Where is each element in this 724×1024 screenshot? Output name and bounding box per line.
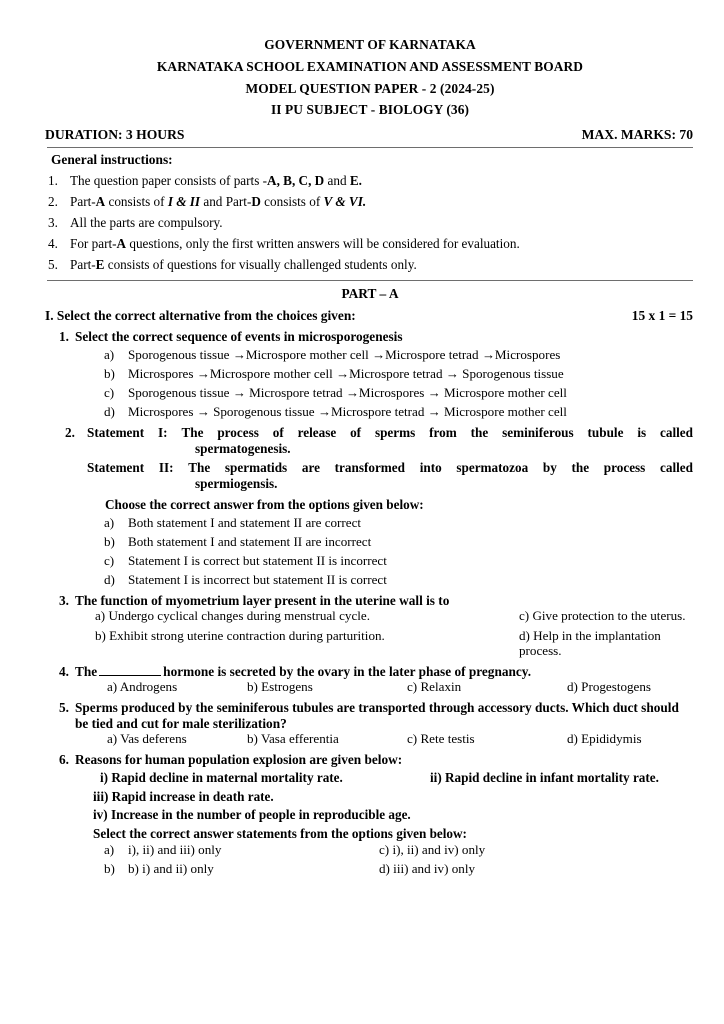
option-d[interactable]: d) Epididymis <box>567 731 642 747</box>
option-b[interactable]: b) Vasa efferentia <box>247 731 339 747</box>
instruction-item <box>47 194 693 210</box>
option-a[interactable] <box>47 347 693 362</box>
question-1-number: 1. <box>59 328 69 344</box>
statement-1-label: Statement I: <box>87 424 168 440</box>
statement-1-text: The process of release of sperms from the seminiferous tubule is called <box>181 424 693 440</box>
option-d-text: Microspores → Sporogenous tissue →Microspore tetrad → Microspore mother cell <box>128 404 567 420</box>
instruction-number: 2. <box>48 194 58 210</box>
heading-subject: II PU SUBJECT - BIOLOGY (36) <box>270 102 470 118</box>
question-6-select-label: Select the correct answer statements from the options given below: <box>93 826 467 842</box>
question-3-head <box>47 593 693 609</box>
question-6 <box>47 752 693 877</box>
question-3-options-row-2 <box>47 628 693 659</box>
instruction-number: 3. <box>48 215 58 231</box>
instruction-text-pre: The question paper consists of parts - <box>70 173 268 189</box>
option-b-label: b) <box>104 861 115 877</box>
question-4-text <box>75 664 693 680</box>
option-c-text: Statement I is correct but statement II is incorrect <box>128 553 387 569</box>
section-i-row <box>45 308 693 324</box>
instruction-text-mid: and <box>324 173 350 189</box>
question-4-text-post: hormone is secreted by the ovary in the later phase of pregnancy. <box>163 663 532 679</box>
question-2-statements <box>47 425 693 492</box>
page-content <box>47 0 693 881</box>
general-instructions-title: General instructions: <box>51 152 173 168</box>
question-5-text-line-2: duct should be tied and cut for male sterilization? <box>75 699 679 731</box>
question-5-number: 5. <box>59 699 69 715</box>
option-b-text: b) i) and ii) only <box>128 861 214 877</box>
option-d[interactable]: d) iii) and iv) only <box>379 861 476 877</box>
heading-board: KARNATAKA SCHOOL EXAMINATION AND ASSESSMENT BOARD <box>156 58 584 74</box>
general-instructions-list <box>47 173 693 273</box>
instruction-text: Part-E consists of questions for visually challenged students only. <box>70 257 417 273</box>
option-b-text: Both statement I and statement II are incorrect <box>128 534 372 550</box>
option-d-label: d) <box>104 572 115 588</box>
question-2-statement-2-row <box>47 460 693 476</box>
option-a[interactable] <box>104 842 379 857</box>
question-1-text: Select the correct sequence of events in microsporogenesis <box>75 328 403 344</box>
instruction-item <box>47 236 693 252</box>
statement-2-continuation: spermiogensis. <box>195 476 278 492</box>
question-3 <box>47 593 693 659</box>
option-a-text: Both statement I and statement II are correct <box>128 515 362 531</box>
question-6-head <box>47 752 693 768</box>
option-a[interactable]: a) Undergo cyclical changes during menstrual cycle. <box>95 608 370 624</box>
option-b[interactable]: b) Estrogens <box>247 679 313 695</box>
sub-statement-i: i) Rapid decline in maternal mortality rate. <box>100 770 343 786</box>
question-2-statement-1 <box>87 425 693 441</box>
max-marks-label: MAX. MARKS: 70 <box>581 127 693 143</box>
statement-2-gutter <box>47 460 87 476</box>
divider-top <box>47 147 693 148</box>
option-a-text: Sporogenous tissue →Microspore mother cell →Microspore tetrad →Microspores <box>128 347 561 363</box>
question-6-number: 6. <box>59 751 69 767</box>
option-a-label: a) <box>104 347 115 363</box>
instruction-number: 5. <box>48 257 58 273</box>
option-c[interactable]: c) Relaxin <box>407 679 462 695</box>
question-1-options <box>47 347 693 419</box>
question-4-head <box>47 664 693 680</box>
statement-2-text: The spermatids are transformed into spermatozoa by the process called <box>188 459 693 475</box>
instruction-item <box>47 257 693 273</box>
instruction-item <box>47 215 693 231</box>
question-6-text: Reasons for human population explosion are given below: <box>75 751 403 767</box>
section-i-label: I. Select the correct alternative from the choices given: <box>45 307 356 323</box>
statement-2-label: Statement II: <box>87 459 174 475</box>
option-a-text: i), ii) and iii) only <box>128 841 222 857</box>
option-b[interactable] <box>104 861 379 876</box>
question-5-options-row <box>47 731 693 746</box>
duration-marks-row <box>45 127 693 143</box>
option-b-text: Microspores →Microspore mother cell →Microspore tetrad → Sporogenous tissue <box>128 366 564 382</box>
option-b[interactable] <box>47 534 693 549</box>
question-5-text-line-1: Sperms produced by the seminiferous tubules are transported through accessory ducts. Which <box>75 699 610 715</box>
question-3-number: 3. <box>59 592 69 608</box>
heading-paper: MODEL QUESTION PAPER - 2 (2024-25) <box>245 80 495 96</box>
instruction-number: 1. <box>48 173 58 189</box>
divider-instructions <box>47 280 693 281</box>
question-3-text: The function of myometrium layer present in the uterine wall is to <box>75 592 450 608</box>
option-c-text: Sporogenous tissue → Microspore tetrad →Microspores → Microspore mother cell <box>128 385 567 401</box>
question-2 <box>47 425 693 588</box>
question-6-options-row-1 <box>47 842 693 857</box>
option-d[interactable]: d) Help in the implantation process. <box>519 627 661 659</box>
question-4-number: 4. <box>59 663 69 679</box>
instruction-text-bold2: E. <box>349 173 362 189</box>
blank-underline <box>99 665 161 676</box>
option-d[interactable]: d) Progestogens <box>567 679 652 695</box>
option-d-text: Statement I is incorrect but statement II is correct <box>128 572 387 588</box>
option-c[interactable] <box>47 385 693 400</box>
instruction-number: 4. <box>48 236 58 252</box>
question-2-choose-label: Choose the correct answer from the options given below: <box>105 496 424 512</box>
option-b[interactable] <box>47 366 693 381</box>
option-c-label: c) <box>104 553 115 569</box>
instruction-text: For part-A questions, only the first written answers will be considered for evaluation. <box>70 236 520 252</box>
option-a[interactable]: a) Vas deferens <box>107 731 187 747</box>
statement-1-continuation: spermatogenesis. <box>195 441 291 457</box>
question-5 <box>47 700 693 747</box>
option-b-label: b) <box>104 534 115 550</box>
question-4 <box>47 664 693 695</box>
question-1 <box>47 329 693 420</box>
option-c[interactable]: c) Rete testis <box>407 731 475 747</box>
instruction-text: All the parts are compulsory. <box>70 215 223 231</box>
question-2-statement-1-row <box>47 425 693 441</box>
instruction-item <box>47 173 693 189</box>
option-c[interactable]: c) i), ii) and iv) only <box>379 841 486 857</box>
option-a[interactable]: a) Androgens <box>107 679 178 695</box>
question-3-options-row-1 <box>47 608 693 623</box>
question-2-number: 2. <box>65 424 75 440</box>
question-5-head <box>47 700 693 731</box>
question-2-statement-2 <box>87 460 693 476</box>
sub-statement-iii: iii) Rapid increase in death rate. <box>93 788 274 804</box>
question-1-head <box>47 329 693 345</box>
instruction-text <box>70 173 693 189</box>
question-4-text-pre: The <box>75 663 98 679</box>
section-i-marks: 15 x 1 = 15 <box>631 307 693 323</box>
question-6-sub-row-1 <box>47 770 693 786</box>
option-a-label: a) <box>104 841 115 857</box>
sub-statement-ii: ii) Rapid decline in infant mortality rate. <box>430 770 659 786</box>
option-b[interactable]: b) Exhibit strong uterine contraction during parturition. <box>95 627 385 643</box>
option-d[interactable] <box>47 572 693 587</box>
instruction-text-bold: A, B, C, D <box>267 173 325 189</box>
question-5-text <box>75 700 693 731</box>
instruction-text: Part-A consists of I & II and Part-D consists of V & VI. <box>70 194 367 210</box>
question-4-options-row <box>47 679 693 694</box>
part-a-title: PART – A <box>341 285 399 301</box>
option-c[interactable] <box>47 553 693 568</box>
sub-statement-iv: iv) Increase in the number of people in reproducible age. <box>93 807 411 823</box>
option-a-label: a) <box>104 515 115 531</box>
question-2-options <box>47 515 693 587</box>
option-b-label: b) <box>104 366 115 382</box>
option-d-label: d) <box>104 404 115 420</box>
question-6-options-row-2 <box>47 861 693 876</box>
option-c-label: c) <box>104 385 115 401</box>
option-a[interactable] <box>47 515 693 530</box>
option-d[interactable] <box>47 404 693 419</box>
duration-label: DURATION: 3 HOURS <box>45 127 185 143</box>
heading-government: GOVERNMENT OF KARNATAKA <box>264 37 476 52</box>
option-c[interactable]: c) Give protection to the uterus. <box>519 608 686 624</box>
